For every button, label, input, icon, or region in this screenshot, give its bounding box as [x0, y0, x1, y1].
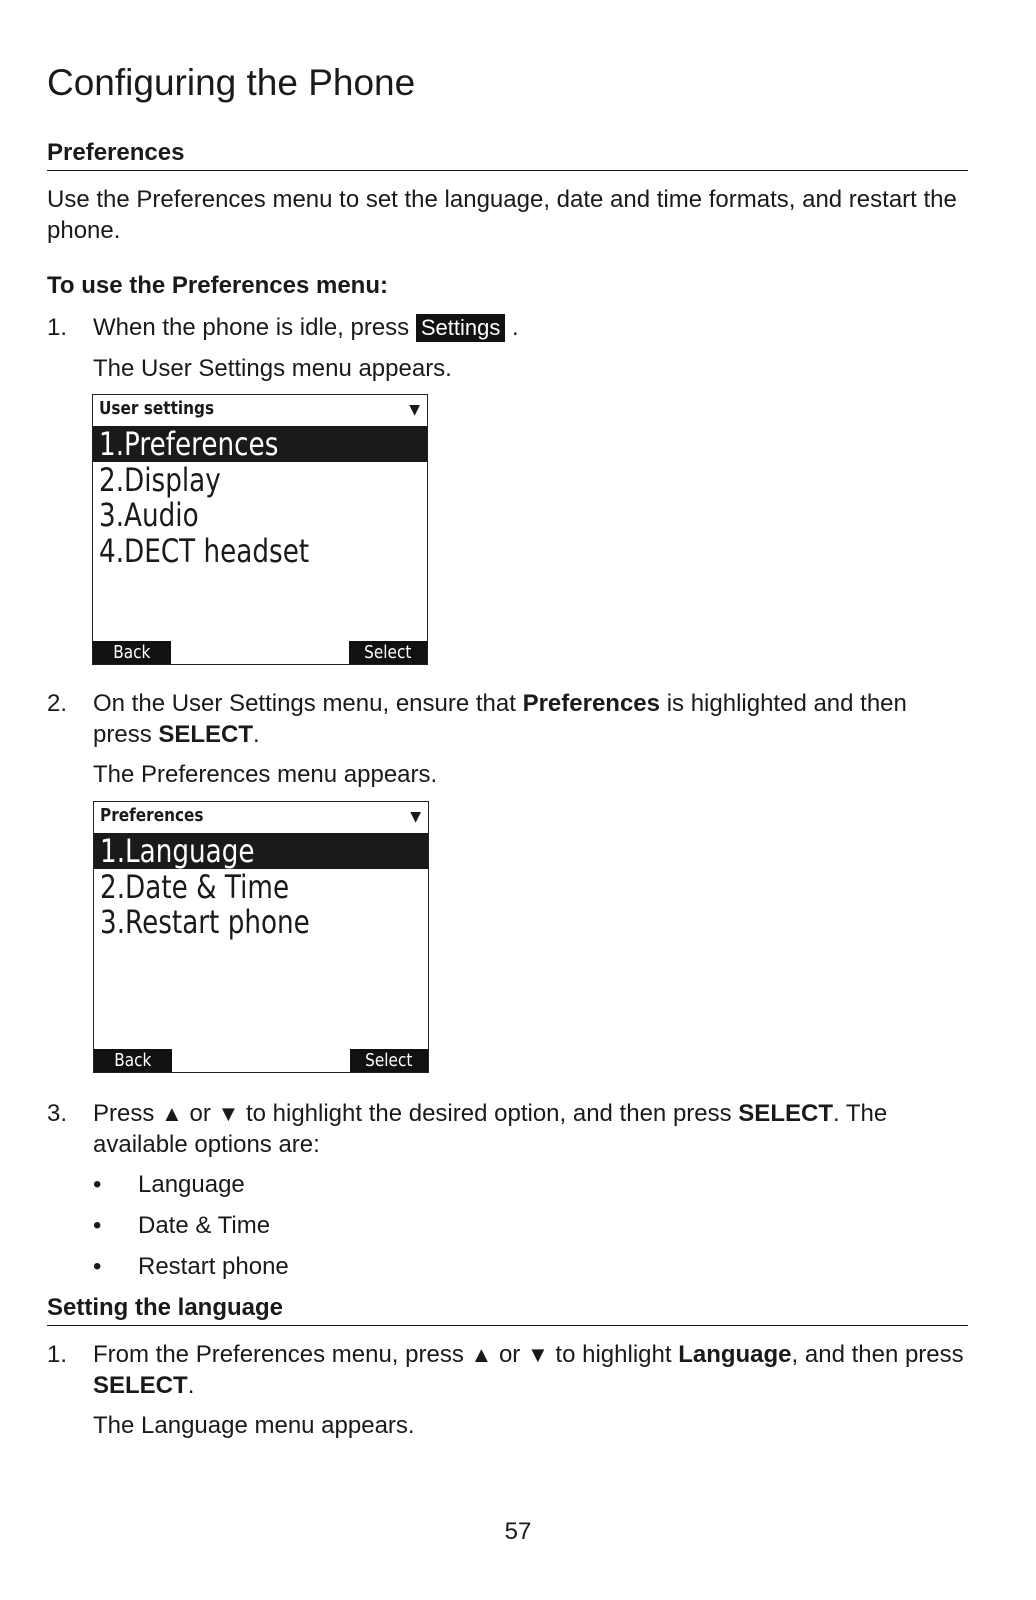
step-number: 2. [47, 690, 68, 717]
step-number: 1. [47, 314, 68, 341]
step-text: When the phone is idle, press [93, 314, 410, 341]
step-text: From the Preferences menu, press [93, 1341, 464, 1368]
step-1 [47, 312, 968, 343]
settings-key-label: Settings [416, 314, 506, 342]
step-bold-select: SELECT [93, 1372, 188, 1399]
step-bold-select: SELECT [158, 721, 254, 748]
step-text-mid: is highlighted and then press [93, 690, 907, 748]
menu-item-language[interactable]: 1.Language [94, 833, 428, 869]
section-heading-preferences: Preferences [47, 138, 968, 171]
step-3 [47, 1098, 968, 1160]
step-bold-preferences: Preferences [522, 690, 661, 717]
menu-item-dect-headset[interactable]: 4.DECT headset [99, 532, 310, 570]
step-bold-select: SELECT [738, 1100, 833, 1127]
step-text-mid2: , and then press [791, 1341, 964, 1368]
step-text-mid: to highlight [555, 1341, 672, 1368]
back-softkey[interactable]: Back [94, 1049, 172, 1072]
step-2 [47, 688, 968, 750]
bullet-dot: • [93, 1253, 102, 1280]
bullet-dot: • [93, 1171, 102, 1198]
step-1-note: The User Settings menu appears. [93, 355, 452, 382]
step-number: 1. [47, 1341, 68, 1368]
step-text-end: . [512, 314, 519, 341]
dropdown-arrow-icon: ▼ [410, 809, 421, 825]
page-number: 57 [504, 1518, 532, 1545]
up-arrow-icon: ▲ [161, 1101, 183, 1126]
option-date-time: Date & Time [138, 1212, 271, 1239]
step-text-end: . [187, 1372, 195, 1399]
down-arrow-icon: ▼ [217, 1101, 240, 1126]
section-heading-setting-language: Setting the language [47, 1293, 968, 1326]
step-text-or: or [498, 1341, 521, 1368]
option-language: Language [138, 1171, 245, 1198]
menu-item-audio[interactable]: 3.Audio [99, 496, 199, 534]
step-text: On the User Settings menu, ensure that [93, 690, 516, 717]
page-title: Configuring the Phone [47, 62, 416, 103]
select-softkey[interactable]: Select [349, 641, 427, 664]
screen-header: User settings [99, 398, 215, 419]
menu-item-preferences[interactable]: 1.Preferences [93, 426, 427, 462]
language-step-1-note: The Language menu appears. [93, 1412, 415, 1439]
select-softkey[interactable]: Select [350, 1049, 428, 1072]
down-arrow-icon: ▼ [526, 1342, 549, 1367]
screen-header: Preferences [100, 805, 204, 826]
step-text-end: . [253, 721, 260, 748]
preferences-screen [93, 801, 429, 1073]
language-step-1 [47, 1339, 968, 1401]
step-text-mid: to highlight the desired option, and then press [245, 1100, 732, 1127]
back-softkey[interactable]: Back [93, 641, 171, 664]
option-restart-phone: Restart phone [138, 1253, 289, 1280]
dropdown-arrow-icon: ▼ [409, 402, 420, 418]
menu-item-date-time[interactable]: 2.Date & Time [100, 868, 290, 906]
procedure-heading: To use the Preferences menu: [47, 272, 388, 299]
step-text-or: or [189, 1100, 211, 1127]
step-number: 3. [47, 1100, 68, 1127]
menu-item-display[interactable]: 2.Display [99, 461, 221, 499]
step-text-end: . The available options are: [93, 1100, 888, 1158]
step-text: Press [93, 1100, 155, 1127]
intro-paragraph: Use the Preferences menu to set the language, date and time formats, and restart the phone. [47, 186, 957, 244]
user-settings-screen [92, 394, 428, 665]
step-bold-language: Language [678, 1341, 792, 1368]
step-2-note: The Preferences menu appears. [93, 761, 438, 788]
up-arrow-icon: ▲ [470, 1342, 493, 1367]
menu-item-restart-phone[interactable]: 3.Restart phone [100, 903, 310, 941]
bullet-dot: • [93, 1212, 102, 1239]
